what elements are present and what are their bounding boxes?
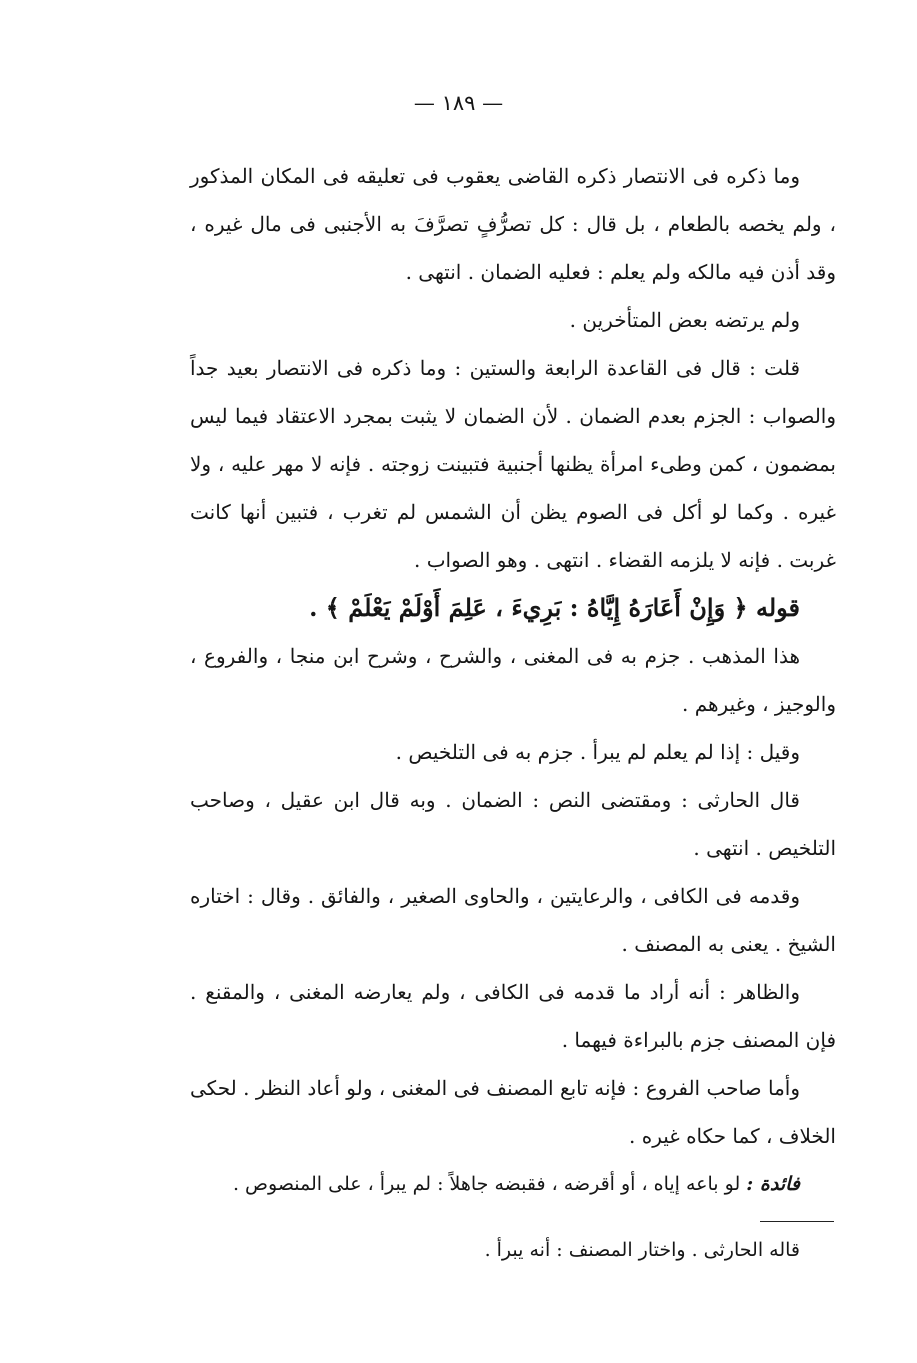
paragraph-10: وأما صاحب الفروع : فإنه تابع المصنف فى المغنى ، ولو أعاد النظر . لحكى الخلاف ، كما حكاه غيره . — [190, 1076, 836, 1148]
paragraph-6: وقيل : إذا لم يعلم لم يبرأ . جزم به فى التلخيص . — [395, 740, 800, 764]
bottom-line: قاله الحارثى . واختار المصنف : أنه يبرأ . — [484, 1239, 800, 1261]
footnote-text: لو باعه إياه ، أو أقرضه ، فقبضه جاهلاً : لم يبرأ ، على المنصوص . — [232, 1173, 741, 1195]
paragraph-5: هذا المذهب . جزم به فى المغنى ، والشرح ، وشرح ابن منجا ، والفروع ، والوجيز ، وغيرهم . — [190, 644, 836, 716]
paragraph-2: ولم يرتضه بعض المتأخرين . — [569, 308, 800, 332]
main-text — [190, 152, 836, 1208]
paragraph-3: قلت : قال فى القاعدة الرابعة والستين : وما ذكره فى الانتصار بعيد جداً والصواب : الجزم بعدم الضمان . لأن الضمان لا يثبت بمجرد الاعتقاد فيما ليس بمضمون ، كمن وطىء امرأة يظنها أجنبية فتبينت زوجته . فإنه لا مهر عليه ، ولا غيره . وكما لو أكل فى الصوم يظن أن الشمس لم تغرب ، فتبين أنها كانت غربت . فإنه لا يلزمه القضاء . انتهى . وهو الصواب . — [190, 356, 836, 572]
paragraph-8: وقدمه فى الكافى ، والرعايتين ، والحاوى الصغير ، والفائق . وقال : اختاره الشيخ . يعنى به المصنف . — [190, 884, 836, 956]
section-heading: قوله ﴿ وَإِنْ أَعَارَهُ إِيَّاهُ : بَرِيءَ ، عَلِمَ أَوْلَمْ يَعْلَمْ ﴾ . — [309, 593, 800, 622]
paragraph-9: والظاهر : أنه أراد ما قدمه فى الكافى ، ولم يعارضه المغنى ، والمقنع . فإن المصنف جزم بالبراءة فيهما . — [190, 980, 836, 1052]
footnote-benefit — [190, 1160, 836, 1208]
paragraph-7: قال الحارثى : ومقتضى النص : الضمان . وبه قال ابن عقيل ، وصاحب التلخيص . انتهى . — [190, 788, 836, 860]
page-number: — ١٨٩ — — [413, 91, 504, 115]
footnote-label: فائدة : — [746, 1173, 800, 1195]
paragraph-1: وما ذكره فى الانتصار ذكره القاضى يعقوب فى تعليقه فى المكان المذكور ، ولم يخصه بالطعام ، بل قال : كل تصرُّفٍ تصرَّفَ به الأجنبى فى مال غيره ، وقد أذن فيه مالكه ولم يعلم : فعليه الضمان . انتهى . — [190, 164, 836, 284]
footnote-divider — [760, 1221, 834, 1222]
